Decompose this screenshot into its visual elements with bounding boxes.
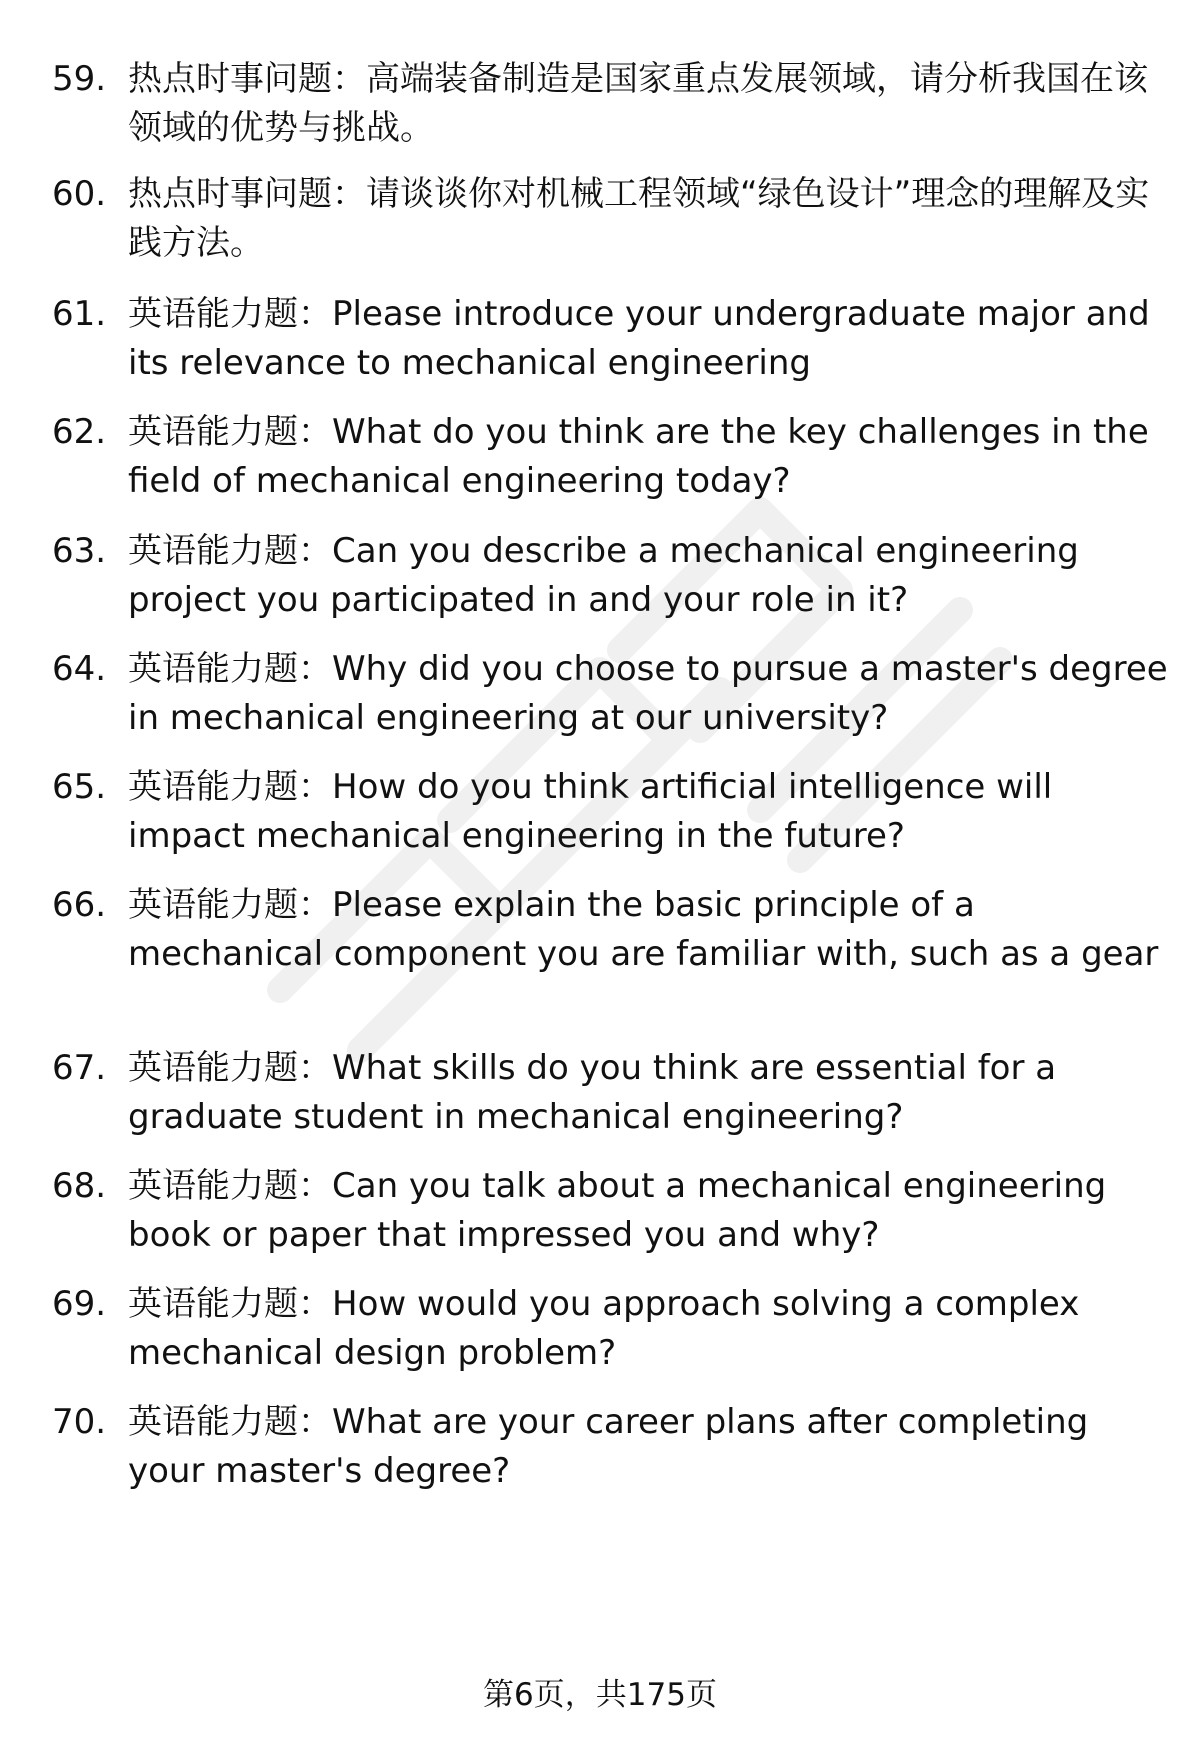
question-number: 64.: [52, 649, 107, 689]
question-number: 61.: [52, 294, 107, 334]
question-text: 热点时事问题：请谈谈你对机械工程领域“绿色设计”理念的理解及实践方法。: [128, 174, 1150, 263]
question-number: 70.: [52, 1402, 107, 1442]
question-text: 英语能力题：How would you approach solving a complex mechanical design problem?: [128, 1284, 1080, 1373]
question-number: 60.: [52, 174, 107, 214]
question-number: 62.: [52, 412, 107, 452]
question-text: 英语能力题：Can you describe a mechanical engineering project you participated in and your role in it?: [128, 531, 1079, 620]
question-number: 63.: [52, 531, 107, 571]
question-text: 英语能力题：What skills do you think are essential for a graduate student in mechanical engineering?: [128, 1048, 1057, 1137]
question-number: 66.: [52, 885, 107, 925]
question-number: 65.: [52, 767, 107, 807]
question-number: 69.: [52, 1284, 107, 1324]
page-footer: 第6页，共175页: [483, 1677, 717, 1713]
question-text: 英语能力题：Why did you choose to pursue a master's degree in mechanical engineering at our university?: [128, 649, 1168, 738]
question-number: 68.: [52, 1166, 107, 1206]
question-number: 59.: [52, 59, 107, 99]
question-text: 英语能力题：What do you think are the key challenges in the field of mechanical engineering today?: [128, 412, 1149, 501]
question-text: 英语能力题：Can you talk about a mechanical engineering book or paper that impressed you and why?: [128, 1166, 1107, 1255]
question-text: 英语能力题：Please explain the basic principle of a mechanical component you are familiar with, such as a gear: [128, 885, 1159, 974]
question-text: 热点时事问题：高端装备制造是国家重点发展领域，请分析我国在该领域的优势与挑战。: [128, 59, 1148, 148]
question-text: 英语能力题：What are your career plans after completing your master's degree?: [128, 1402, 1089, 1491]
question-number: 67.: [52, 1048, 107, 1088]
question-text: 英语能力题：Please introduce your undergraduate major and its relevance to mechanical engineering: [128, 294, 1150, 383]
question-text: 英语能力题：How do you think artificial intelligence will impact mechanical engineering in the future?: [128, 767, 1053, 856]
